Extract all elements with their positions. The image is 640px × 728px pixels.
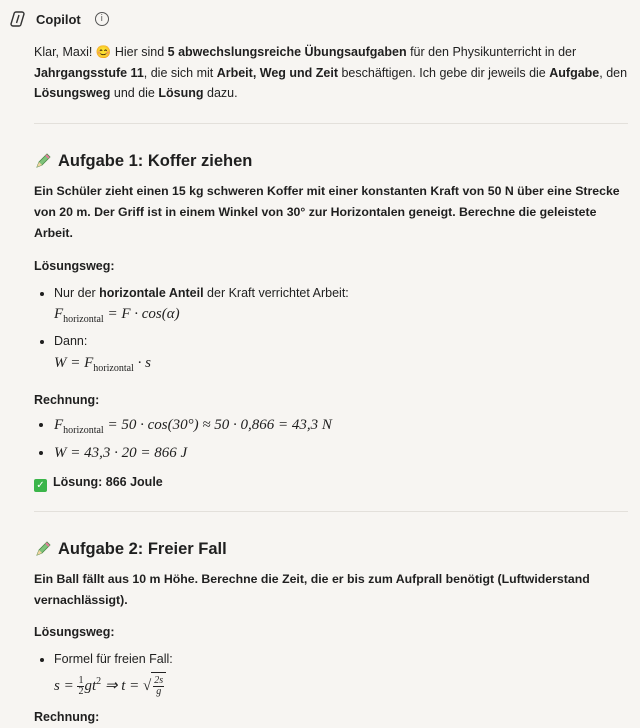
task2-calc-label: Rechnung: (34, 710, 100, 724)
list-item: • W = 43,3 · 20 = 866 J (54, 442, 628, 464)
copilot-logo-icon (10, 10, 28, 28)
divider (34, 511, 628, 512)
intro-text: Klar, Maxi! 😊 Hier sind 5 abwechslungsreiche Übungsaufgaben für den Physikunterricht in der Jahrgangsstufe 11, die sich mit Arbeit, Weg und Zeit beschäftigen. Ich gebe dir jeweils die Aufgabe, den Lösungsweg und die Lösung dazu. (34, 45, 628, 100)
app-title: Copilot (36, 11, 81, 27)
task2-solution-list (34, 649, 628, 700)
task2-heading: Aufgabe 2: Freier Fall (34, 539, 628, 560)
task1-solution-label: Lösungsweg: (34, 259, 115, 273)
app-header (10, 8, 109, 30)
list-item: • Dann: $W = F_{horizontal} \cdot s$ (54, 331, 628, 380)
formula: $F_{horizontal} = F \cdot \cos(\alpha)$ (54, 306, 180, 325)
checkmark-icon: ✓ (34, 479, 47, 492)
task1-calc-list (34, 414, 628, 464)
divider (34, 123, 628, 124)
task2-solution-label: Lösungsweg: (34, 625, 115, 639)
list-item: • Nur der horizontale Anteil der Kraft verrichtet Arbeit: $F_{horizontal} = F \cdot \cos(\alpha)$ (54, 283, 628, 332)
task1-calc-label: Rechnung: (34, 392, 100, 407)
task2-text: Ein Ball fällt aus 10 m Höhe. Berechne die Zeit, die er bis zum Aufprall benötigt (Luftwiderstand vernachlässigt). (34, 572, 590, 607)
list-item: • Formel für freien Fall: s = $\frac{1}{2}$ $gt^2$ ⇒ t = √ $\frac{2s}{g}$ (54, 649, 628, 700)
list-item: • $F_{horizontal} = 50 \cdot \cos(30^\circ) \approx 50 \cdot 0,866 = 43,3$ N (54, 414, 628, 442)
info-icon[interactable]: i (95, 12, 109, 26)
task1-text: Ein Schüler zieht einen 15 kg schweren Koffer mit einer konstanten Kraft von 50 N über eine Strecke von 20 m. Der Griff ist in einem Winkel von 30° zur Horizontalen geneigt. Berechne die geleistete Arbeit. (34, 184, 620, 240)
formula: s = $\frac{1}{2}$ $gt^2$ ⇒ t = √ $\frac{2s}{g}$ (54, 669, 628, 699)
task1-solution-list (34, 283, 628, 380)
task1-heading: Aufgabe 1: Koffer ziehen (34, 151, 628, 172)
formula: $W = F_{horizontal} \cdot s$ (54, 354, 151, 374)
chat-message (34, 42, 628, 728)
pencil-icon (34, 152, 52, 170)
pencil-icon (34, 540, 52, 558)
task1-result: ✓ Lösung: 866 Joule (34, 472, 628, 493)
